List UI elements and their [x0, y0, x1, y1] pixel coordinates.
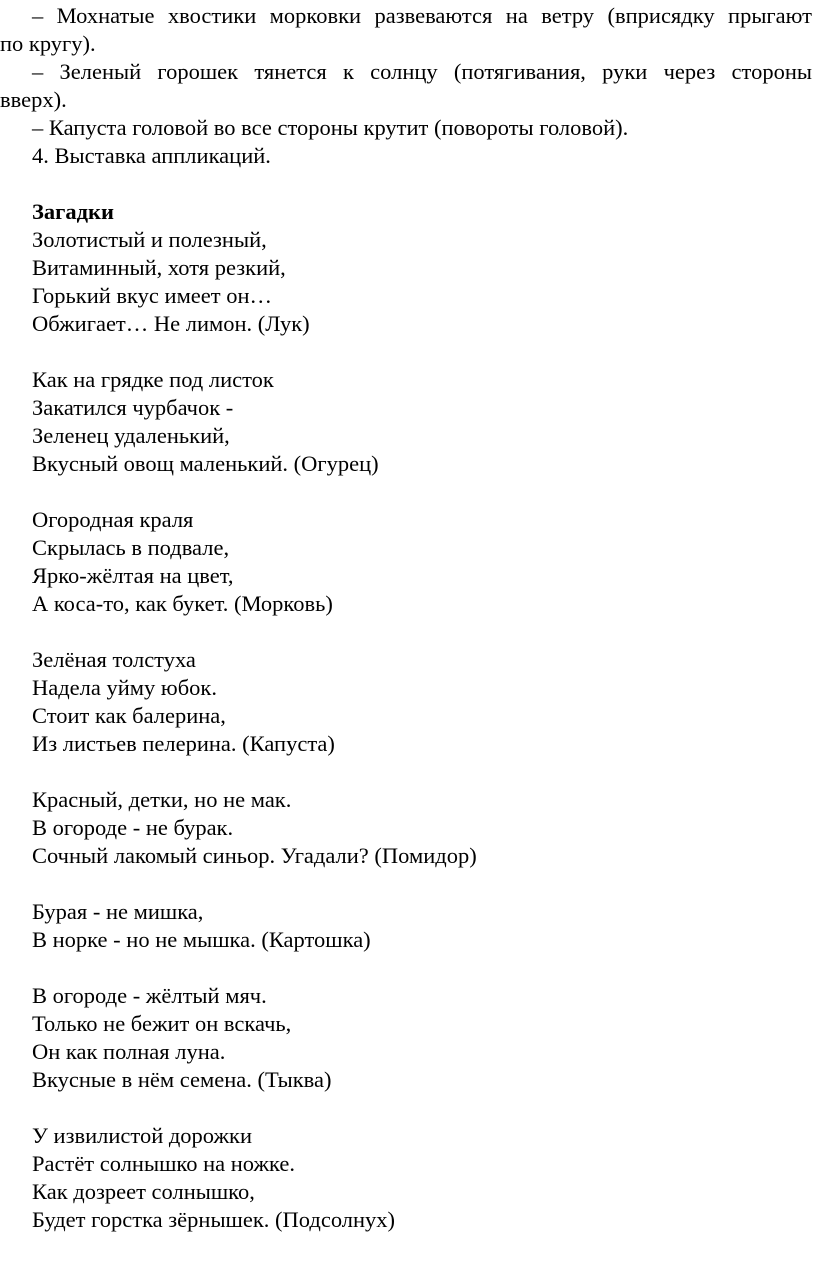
- riddle-line: Только не бежит он вскачь,: [32, 1011, 292, 1036]
- riddle-line: Огородная краля: [32, 507, 194, 532]
- riddle-line: А коса-то, как букет. (Морковь): [32, 591, 333, 616]
- exhibition-item: 4. Выставка аппликаций.: [32, 143, 271, 168]
- riddle-line: Сочный лакомый синьор. Угадали? (Помидор): [32, 843, 477, 868]
- riddle-line: Золотистый и полезный,: [32, 227, 267, 252]
- riddle-line: Будет горстка зёрнышек. (Подсолнух): [32, 1207, 396, 1232]
- section-heading: Загадки: [32, 199, 114, 224]
- riddle-line: В норке - но не мышка. (Картошка): [32, 927, 371, 952]
- riddle-line: У извилистой дорожки: [32, 1123, 253, 1148]
- riddle-line: Скрылась в подвале,: [32, 535, 230, 560]
- riddle-line: Ярко-жёлтая на цвет,: [32, 563, 234, 588]
- riddle-line: Витаминный, хотя резкий,: [32, 255, 286, 280]
- riddle-line: В огороде - не бурак.: [32, 815, 234, 840]
- exercise-item-cabbage: – Капуста головой во все стороны крутит (повороты головой).: [32, 115, 629, 140]
- riddle-line: Как на грядке под листок: [32, 367, 274, 392]
- paragraph-line: – Мохнатые хвостики морковки развеваются на ветру (вприсядку прыгают: [32, 3, 812, 28]
- paragraph-line: – Зеленый горошек тянется к солнцу (потягивания, руки через стороны: [32, 59, 812, 84]
- riddle-line: Стоит как балерина,: [32, 703, 226, 728]
- paragraph-line: вверх).: [0, 87, 67, 112]
- riddle-line: Надела уйму юбок.: [32, 675, 217, 700]
- riddle-line: Вкусный овощ маленький. (Огурец): [32, 451, 379, 476]
- exercise-item-peas: [0, 58, 812, 114]
- riddle-line: Зелёная толстуха: [32, 647, 196, 672]
- riddle-line: Как дозреет солнышко,: [32, 1179, 255, 1204]
- riddle-line: Растёт солнышко на ножке.: [32, 1151, 295, 1176]
- riddle-line: Горький вкус имеет он…: [32, 283, 273, 308]
- riddle-line: Закатился чурбачок -: [32, 395, 234, 420]
- paragraph-line: по кругу).: [0, 31, 96, 56]
- riddle-line: Обжигает… Не лимон. (Лук): [32, 311, 310, 336]
- riddle-line: В огороде - жёлтый мяч.: [32, 983, 267, 1008]
- riddle-line: Бурая - не мишка,: [32, 899, 204, 924]
- riddle-line: Он как полная луна.: [32, 1039, 226, 1064]
- riddle-line: Из листьев пелерина. (Капуста): [32, 731, 335, 756]
- riddle-line: Красный, детки, но не мак.: [32, 787, 292, 812]
- riddle-line: Зеленец удаленький,: [32, 423, 230, 448]
- exercise-item-carrot: [0, 2, 812, 58]
- riddle-line: Вкусные в нём семена. (Тыква): [32, 1067, 332, 1092]
